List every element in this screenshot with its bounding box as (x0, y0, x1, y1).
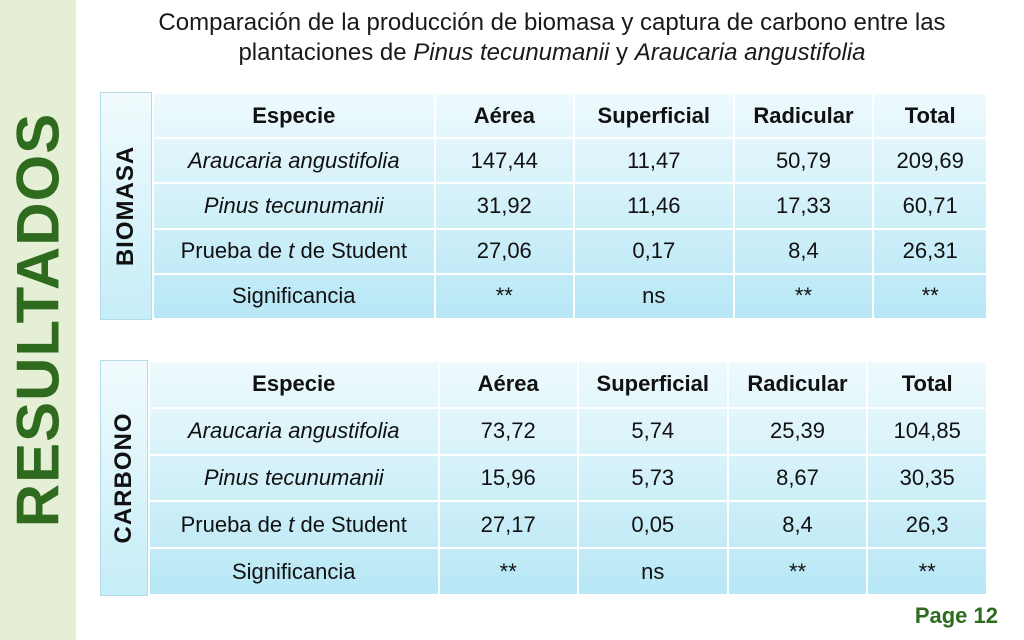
table-row (153, 229, 987, 274)
cell-radicular: 8,4 (734, 229, 874, 274)
cell-especie: Significancia (149, 548, 439, 595)
header-especie: Especie (149, 361, 439, 408)
cell-total: 60,71 (873, 183, 987, 228)
slide-title (82, 8, 1022, 68)
cell-aerea: 15,96 (439, 455, 578, 502)
header-especie: Especie (153, 93, 435, 138)
section-title: RESULTADOS (4, 112, 72, 528)
cell-especie: Pinus tecunumanii (153, 183, 435, 228)
cell-especie: Araucaria angustifolia (153, 138, 435, 183)
header-aerea: Aérea (439, 361, 578, 408)
cell-superficial: 0,17 (574, 229, 734, 274)
cell-superficial: 11,46 (574, 183, 734, 228)
table-row (153, 183, 987, 228)
cell-radicular: 8,67 (728, 455, 868, 502)
cell-radicular: 25,39 (728, 408, 868, 455)
cell-radicular: ** (734, 274, 874, 319)
header-superficial: Superficial (574, 93, 734, 138)
header-radicular: Radicular (728, 361, 868, 408)
cell-aerea: 147,44 (435, 138, 574, 183)
cell-aerea: 31,92 (435, 183, 574, 228)
title-line-1: Comparación de la producción de biomasa y captura de carbono entre las (158, 9, 946, 36)
cell-total: ** (867, 548, 987, 595)
cell-especie-text-t: t (288, 238, 295, 264)
cell-radicular: 50,79 (734, 138, 874, 183)
table-row (149, 501, 987, 548)
cell-especie (153, 229, 435, 274)
table-row (149, 408, 987, 455)
cell-aerea: 27,17 (439, 501, 578, 548)
table-header-row (153, 93, 987, 138)
carbono-label-box (100, 360, 148, 596)
cell-total: 209,69 (873, 138, 987, 183)
cell-especie-text-c: de Student (294, 511, 407, 537)
cell-aerea: ** (435, 274, 574, 319)
cell-superficial: ns (578, 548, 728, 595)
cell-aerea: ** (439, 548, 578, 595)
side-bar (0, 0, 76, 640)
cell-superficial: 11,47 (574, 138, 734, 183)
cell-superficial: ns (574, 274, 734, 319)
header-total: Total (867, 361, 987, 408)
page-number: Page 12 (914, 603, 998, 628)
cell-total: 104,85 (867, 408, 987, 455)
title-connector: y (609, 39, 635, 66)
cell-total: 26,3 (867, 501, 987, 548)
cell-total: 26,31 (873, 229, 987, 274)
title-species-1: Pinus tecunumanii (413, 39, 610, 66)
title-species-2: Araucaria angustifolia (634, 39, 866, 66)
cell-especie (149, 501, 439, 548)
cell-especie: Araucaria angustifolia (149, 408, 439, 455)
cell-superficial: 0,05 (578, 501, 728, 548)
table-header-row (149, 361, 987, 408)
cell-especie-text-a: Prueba de (180, 511, 289, 537)
table-row (149, 548, 987, 595)
table-row (153, 274, 987, 319)
cell-superficial: 5,73 (578, 455, 728, 502)
biomasa-label-box (100, 92, 152, 320)
header-aerea: Aérea (435, 93, 574, 138)
biomasa-table (152, 92, 988, 320)
cell-aerea: 27,06 (435, 229, 574, 274)
cell-especie: Significancia (153, 274, 435, 319)
title-line-2-prefix: plantaciones de (238, 39, 414, 66)
header-radicular: Radicular (734, 93, 874, 138)
cell-especie: Pinus tecunumanii (149, 455, 439, 502)
table-row (153, 138, 987, 183)
cell-especie-text-t: t (288, 511, 295, 537)
cell-aerea: 73,72 (439, 408, 578, 455)
cell-radicular: 17,33 (734, 183, 874, 228)
header-superficial: Superficial (578, 361, 728, 408)
cell-superficial: 5,74 (578, 408, 728, 455)
cell-total: ** (873, 274, 987, 319)
cell-especie-text-c: de Student (294, 238, 407, 264)
table-row (149, 455, 987, 502)
carbono-block (100, 360, 988, 596)
cell-total: 30,35 (867, 455, 987, 502)
cell-especie-text-a: Prueba de (180, 238, 289, 264)
biomasa-label: BIOMASA (112, 145, 139, 267)
carbono-label: CARBONO (110, 412, 137, 544)
carbono-table (148, 360, 988, 596)
header-total: Total (873, 93, 987, 138)
cell-radicular: 8,4 (728, 501, 868, 548)
cell-radicular: ** (728, 548, 868, 595)
biomasa-block (100, 92, 988, 320)
